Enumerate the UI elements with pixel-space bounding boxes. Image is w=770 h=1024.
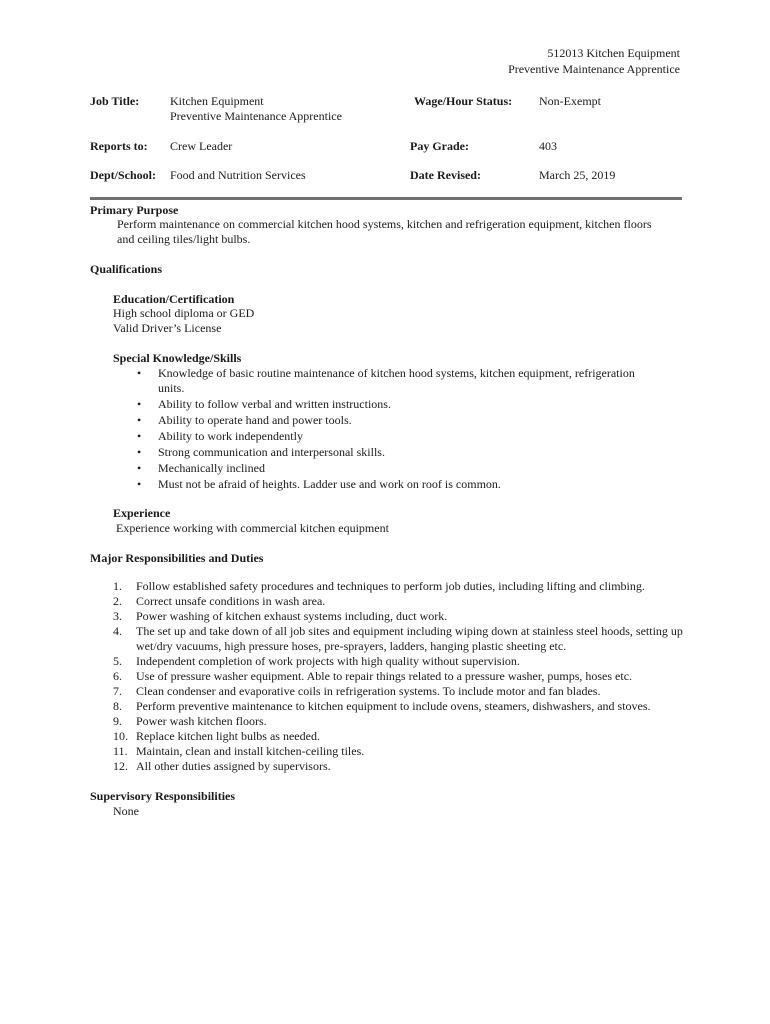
supervisory-heading: Supervisory Responsibilities [90, 789, 236, 803]
job-title-label: Job Title: [90, 94, 140, 108]
skill-text: Ability to work independently [158, 429, 303, 443]
skills-heading: Special Knowledge/Skills [113, 351, 242, 365]
duty-item [113, 654, 683, 669]
duty-text: Independent completion of work projects with high quality without supervision. [136, 654, 520, 668]
duty-number: 12. [113, 759, 128, 773]
duty-number: 5. [113, 654, 122, 668]
duty-item [113, 744, 683, 759]
wage-status-value: Non-Exempt [539, 94, 601, 108]
duty-item [113, 609, 683, 624]
duty-number: 3. [113, 609, 122, 623]
duty-number: 10. [113, 729, 128, 743]
section-divider [90, 197, 682, 200]
duty-text: Use of pressure washer equipment. Able to repair things related to a pressure washer, pumps, hoses etc. [136, 669, 633, 683]
duty-number: 4. [113, 624, 122, 638]
duty-item [113, 579, 683, 594]
duties-list [113, 579, 683, 774]
bullet-icon: • [137, 429, 142, 443]
skill-text: Mechanically inclined [158, 461, 265, 475]
pay-grade-value: 403 [539, 139, 557, 153]
duty-text: Correct unsafe conditions in wash area. [136, 594, 326, 608]
duty-text: All other duties assigned by supervisors. [136, 759, 331, 773]
education-heading: Education/Certification [113, 292, 235, 306]
duty-item [113, 684, 683, 699]
pay-grade-label: Pay Grade: [410, 139, 469, 153]
duty-text: The set up and take down of all job sites and equipment including wiping down at stainless steel hoods, setting up wet/dry vacuums, high pressure hoses, pre-sprayers, ladders, hanging plastic sheeting etc. [136, 624, 683, 653]
supervisory-text: None [113, 804, 139, 818]
skill-text: Knowledge of basic routine maintenance of kitchen hood systems, kitchen equipment, refrigeration units. [158, 366, 635, 395]
header-title-line: Preventive Maintenance Apprentice [508, 62, 680, 76]
duty-text: Clean condenser and evaporative coils in refrigeration systems. To include motor and fan blades. [136, 684, 601, 698]
duty-text: Maintain, clean and install kitchen-ceiling tiles. [136, 744, 365, 758]
primary-purpose-text: Perform maintenance on commercial kitchen hood systems, kitchen and refrigeration equipment, kitchen floors and ceiling tiles/light bulbs. [117, 217, 652, 246]
job-title-value-line1: Kitchen Equipment [170, 94, 264, 108]
skills-list [113, 366, 653, 493]
skill-text: Must not be afraid of heights. Ladder use and work on roof is common. [158, 477, 501, 491]
duty-number: 2. [113, 594, 122, 608]
reports-to-value: Crew Leader [170, 139, 233, 153]
duty-item [113, 699, 683, 714]
primary-purpose-heading: Primary Purpose [90, 203, 179, 217]
duty-item [113, 714, 683, 729]
duty-number: 8. [113, 699, 122, 713]
bullet-icon: • [137, 477, 142, 491]
duty-item [113, 624, 683, 654]
duty-item [113, 669, 683, 684]
qualifications-heading: Qualifications [90, 262, 163, 276]
duty-item [113, 594, 683, 609]
skill-item [113, 477, 653, 492]
wage-status-label: Wage/Hour Status: [414, 94, 513, 108]
duty-number: 6. [113, 669, 122, 683]
duty-text: Power washing of kitchen exhaust systems including, duct work. [136, 609, 448, 623]
duty-item [113, 759, 683, 774]
duty-number: 1. [113, 579, 122, 593]
experience-text: Experience working with commercial kitchen equipment [116, 521, 389, 535]
bullet-icon: • [137, 413, 142, 427]
date-revised-value: March 25, 2019 [539, 168, 616, 182]
dept-school-value: Food and Nutrition Services [170, 168, 306, 182]
experience-heading: Experience [113, 506, 171, 520]
date-revised-label: Date Revised: [410, 168, 481, 182]
bullet-icon: • [137, 445, 142, 459]
bullet-icon: • [137, 461, 142, 475]
duty-text: Power wash kitchen floors. [136, 714, 267, 728]
duty-number: 9. [113, 714, 122, 728]
duty-item [113, 729, 683, 744]
skill-item [113, 413, 653, 428]
reports-to-label: Reports to: [90, 139, 148, 153]
duty-text: Perform preventive maintenance to kitchen equipment to include ovens, steamers, dishwashers, and stoves. [136, 699, 651, 713]
duty-text: Follow established safety procedures and techniques to perform job duties, including lifting and climbing. [136, 579, 645, 593]
skill-item [113, 366, 653, 396]
skill-item [113, 445, 653, 460]
dept-school-label: Dept/School: [90, 168, 156, 182]
skill-text: Ability to follow verbal and written instructions. [158, 397, 391, 411]
skill-item [113, 397, 653, 412]
skill-item [113, 429, 653, 444]
education-item: High school diploma or GED [113, 306, 255, 320]
education-item: Valid Driver’s License [113, 321, 222, 335]
duty-number: 11. [113, 744, 128, 758]
duty-text: Replace kitchen light bulbs as needed. [136, 729, 320, 743]
skill-text: Ability to operate hand and power tools. [158, 413, 352, 427]
skill-text: Strong communication and interpersonal skills. [158, 445, 385, 459]
duties-heading: Major Responsibilities and Duties [90, 551, 264, 565]
duty-number: 7. [113, 684, 122, 698]
header-code-line: 512013 Kitchen Equipment [547, 46, 680, 60]
bullet-icon: • [137, 366, 142, 380]
skill-item [113, 461, 653, 476]
bullet-icon: • [137, 397, 142, 411]
job-title-value-line2: Preventive Maintenance Apprentice [170, 109, 342, 123]
